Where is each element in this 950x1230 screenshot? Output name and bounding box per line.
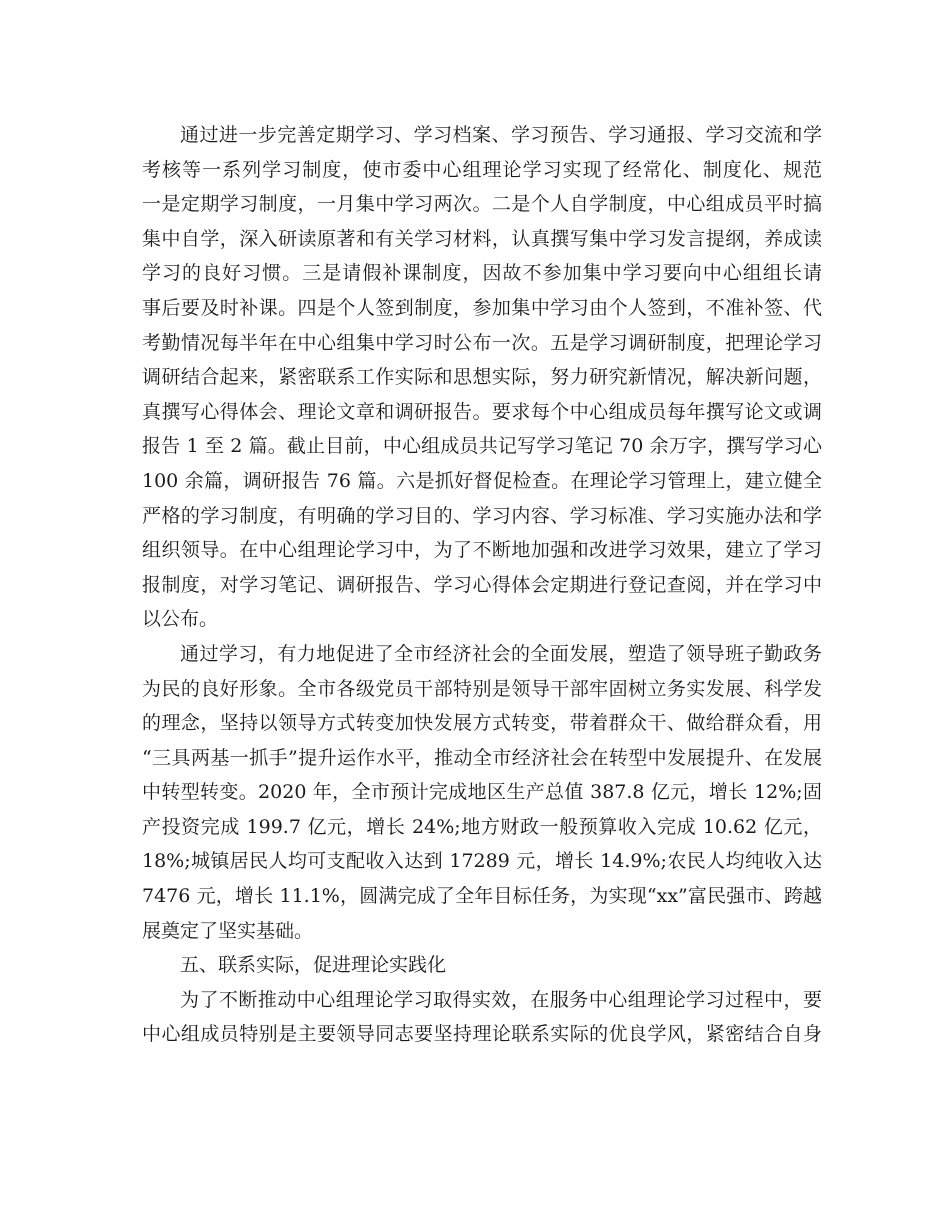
- paragraph-line: 考勤情况每半年在中心组集中学习时公布一次。五是学习调研制度，把理论学习: [142, 331, 822, 354]
- paragraph-line: 产投资完成 199.7 亿元，增长 24%;地方财政一般预算收入完成 10.62 亿元，: [142, 815, 822, 838]
- paragraph-line: 调研结合起来，紧密联系工作实际和思想实际，努力研究新情况，解决新问题，: [142, 366, 822, 389]
- document-body: [142, 118, 822, 1052]
- paragraph-line: 7476 元，增长 11.1%，圆满完成了全年目标任务，为实现“xx”富民强市、跨越: [142, 885, 822, 908]
- paragraph-line: 集中自学，深入研读原著和有关学习材料，认真撰写集中学习发言提纲，养成读: [142, 227, 822, 250]
- paragraph-line: 的理念，坚持以领导方式转变加快发展方式转变，带着群众干、做给群众看，用: [142, 712, 822, 735]
- paragraph-line: 中转型转变。2020 年，全市预计完成地区生产总值 387.8 亿元，增长 12%;固: [142, 781, 822, 804]
- paragraph-line: 报制度，对学习笔记、调研报告、学习心得体会定期进行登记查阅，并在学习中: [142, 573, 822, 596]
- paragraph-line: 为民的良好形象。全市各级党员干部特别是领导干部牢固树立务实发展、科学发: [142, 677, 822, 700]
- paragraph-line: 18%;城镇居民人均可支配收入达到 17289 元，增长 14.9%;农民人均纯收入达: [142, 850, 822, 873]
- paragraph-line: 为了不断推动中心组理论学习取得实效，在服务中心组理论学习过程中，要: [180, 988, 822, 1011]
- paragraph-line: 一是定期学习制度，一月集中学习两次。二是个人自学制度，中心组成员平时搞: [142, 193, 822, 216]
- paragraph-line: 100 余篇，调研报告 76 篇。六是抓好督促检查。在理论学习管理上，建立健全: [142, 469, 822, 492]
- paragraph-line: 以公布。: [142, 608, 219, 631]
- paragraph-line: 报告 1 至 2 篇。截止目前，中心组成员共记写学习笔记 70 余万字，撰写学习心: [142, 435, 822, 458]
- paragraph-line: 事后要及时补课。四是个人签到制度，参加集中学习由个人签到，不准补签、代: [142, 296, 822, 319]
- paragraph-line: 通过学习，有力地促进了全市经济社会的全面发展，塑造了领导班子勤政务: [180, 642, 822, 665]
- paragraph-line: 学习的良好习惯。三是请假补课制度，因故不参加集中学习要向中心组组长请: [142, 262, 822, 285]
- paragraph-line: 组织领导。在中心组理论学习中，为了不断地加强和改进学习效果，建立了学习: [142, 539, 822, 562]
- paragraph-line: “三具两基一抓手”提升运作水平，推动全市经济社会在转型中发展提升、在发展: [142, 746, 822, 769]
- section-heading: 五、联系实际，促进理论实践化: [180, 954, 447, 977]
- paragraph-line: 真撰写心得体会、理论文章和调研报告。要求每个中心组成员每年撰写论文或调: [142, 400, 822, 423]
- paragraph-line: 展奠定了坚实基础。: [142, 919, 314, 942]
- paragraph-line: 中心组成员特别是主要领导同志要坚持理论联系实际的优良学风，紧密结合自身: [142, 1023, 822, 1046]
- paragraph-line: 通过进一步完善定期学习、学习档案、学习预告、学习通报、学习交流和学: [180, 124, 822, 146]
- paragraph-line: 严格的学习制度，有明确的学习目的、学习内容、学习标准、学习实施办法和学: [142, 504, 822, 527]
- paragraph-line: 考核等一系列学习制度，使市委中心组理论学习实现了经常化、制度化、规范: [142, 158, 822, 181]
